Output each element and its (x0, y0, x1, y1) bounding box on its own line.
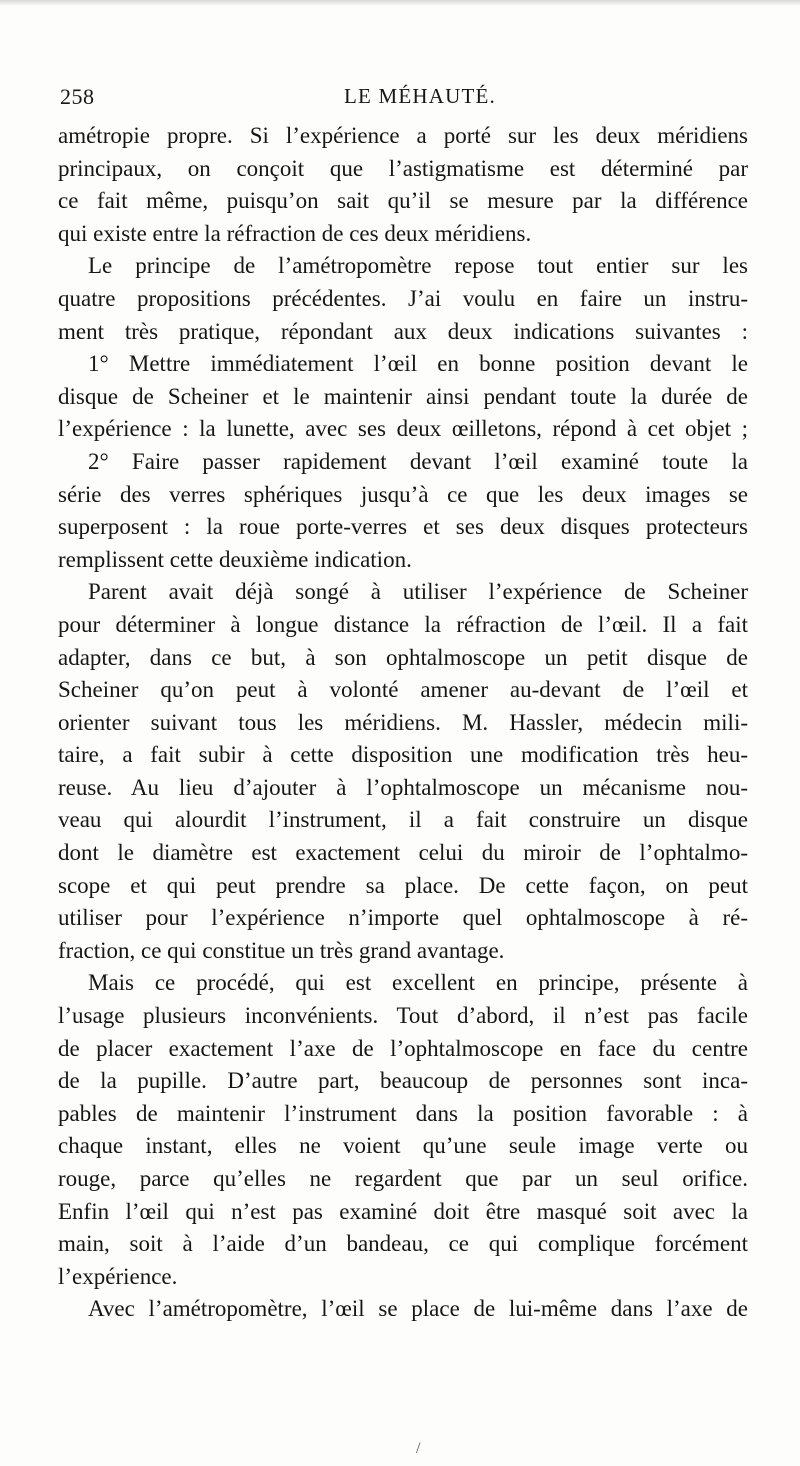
text-line: Scheiner qu’on peut à volonté amener au-devant de l’œil et (58, 677, 748, 703)
text-line: pour déterminer à longue distance la réfraction de l’œil. Il a fait (58, 611, 748, 637)
text-line: qui existe entre la réfraction de ces deux méridiens. (58, 220, 532, 246)
text-line: fraction, ce qui constitue un très grand avantage. (58, 937, 505, 963)
text-line: dont le diamètre est exactement celui du miroir de l’ophtalmo- (58, 840, 748, 866)
text-line: reuse. Au lieu d’ajouter à l’ophtalmoscope un mécanisme nou- (58, 774, 748, 800)
body-text (58, 120, 748, 1326)
text-line: l’expérience : la lunette, avec ses deux œilletons, répond à cet objet ; (58, 416, 748, 442)
text-line: Mais ce procédé, qui est excellent en principe, présente à (88, 970, 748, 996)
text-line: série des verres sphériques jusqu’à ce que les deux images se (58, 481, 748, 507)
text-line: remplissent cette deuxième indication. (58, 546, 412, 572)
text-line: main, soit à l’aide d’un bandeau, ce qui complique forcément (58, 1231, 748, 1257)
text-line: disque de Scheiner et le maintenir ainsi pendant toute la durée de (58, 383, 748, 409)
text-line: ment très pratique, répondant aux deux indications suivantes : (58, 318, 748, 344)
text-line: Parent avait déjà songé à utiliser l’expérience de Scheiner (88, 579, 748, 605)
text-line: orienter suivant tous les méridiens. M. Hassler, médecin mili- (58, 709, 748, 735)
page-number: 258 (60, 84, 95, 109)
text-line: utiliser pour l’expérience n’importe quel ophtalmoscope à ré- (58, 905, 748, 931)
page-edge (0, 0, 800, 6)
text-line: 1° Mettre immédiatement l’œil en bonne position devant le (88, 351, 748, 377)
running-head: LE MÉHAUTÉ. (344, 84, 497, 108)
text-line: adapter, dans ce but, à son ophtalmoscope un petit disque de (58, 644, 748, 670)
text-line: l’expérience. (58, 1263, 178, 1289)
text-line: rouge, parce qu’elles ne regardent que par un seul orifice. (58, 1166, 748, 1191)
text-line: de placer exactement l’axe de l’ophtalmoscope en face du centre (58, 1035, 748, 1061)
text-line: 2° Faire passer rapidement devant l’œil examiné toute la (88, 448, 748, 474)
text-line: scope et qui peut prendre sa place. De cette façon, on peut (58, 872, 748, 898)
text-line: Enfin l’œil qui n’est pas examiné doit être masqué soit avec la (58, 1198, 748, 1224)
text-line: Le principe de l’amétropomètre repose tout entier sur les (88, 253, 748, 279)
text-line: principaux, on conçoit que l’astigmatisme est déterminé par (58, 155, 748, 181)
text-line: chaque instant, elles ne voient qu’une seule image verte ou (58, 1133, 748, 1159)
text-line: amétropie propre. Si l’expérience a porté sur les deux méridiens (58, 123, 748, 148)
page-header (60, 84, 760, 114)
text-line: ce fait même, puisqu’on sait qu’il se mesure par la différence (58, 188, 748, 214)
text-line: pables de maintenir l’instrument dans la position favorable : à (58, 1100, 748, 1126)
text-line: de la pupille. D’autre part, beaucoup de personnes sont inca- (58, 1068, 748, 1094)
text-line: veau qui alourdit l’instrument, il a fait construire un disque (58, 807, 748, 833)
text-line: Avec l’amétropomètre, l’œil se place de lui-même dans l’axe de (88, 1296, 748, 1322)
footer-mark: / (416, 1440, 421, 1457)
text-line: taire, a fait subir à cette disposition une modification très heu- (58, 742, 748, 768)
text-line: l’usage plusieurs inconvénients. Tout d’abord, il n’est pas facile (58, 1003, 748, 1029)
text-line: superposent : la roue porte-verres et ses deux disques protecteurs (58, 514, 748, 540)
text-line: quatre propositions précédentes. J’ai voulu en faire un instru- (58, 285, 748, 311)
